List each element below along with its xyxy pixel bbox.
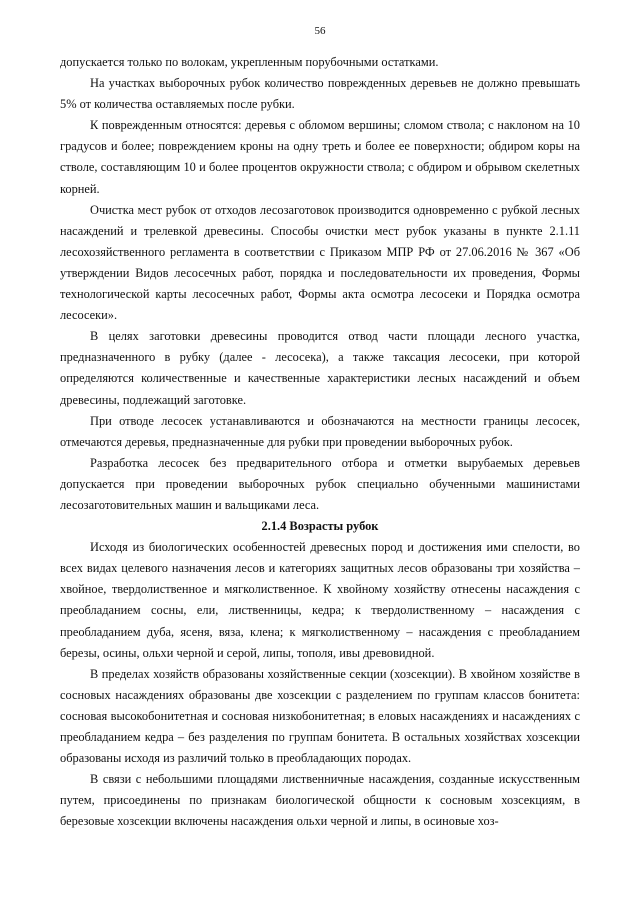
paragraph-boundaries: При отводе лесосек устанавливаются и обозначаются на местности границы лесосек, отмечаются деревья, предназначенные для рубки при проведении выборочных рубок.	[60, 413, 580, 449]
paragraph-larch: В связи с небольшими площадями лиственничные насаждения, созданные искусственным путем, присоединены по признакам биологической общности к сосновым хозсекциям, в березовые хозсекции включены насаждения ольхи черной и липы, в осиновые хоз-	[60, 772, 580, 829]
paragraph-development: Разработка лесосек без предварительного отбора и отметки вырубаемых деревьев допускается при проведении выборочных рубок специально обученными машинистами лесозаготовительных машин и вальщиками леса.	[60, 455, 580, 512]
paragraph-site-cleaning: Очистка мест рубок от отходов лесозаготовок производится одновременно с рубкой лесных насаждений и трелевкой древесины. Способы очистки мест рубок указаны в пункте 2.1.11 лесохозяйственного регламента в соответствии с Приказом МПР РФ от 27.06.2016 № 367 «Об утверждении Видов лесосечных работ, порядка и последовательности их проведения, Формы технологической карты лесосечных работ, Формы акта осмотра лесосеки и Порядка осмотра лесосеки».	[60, 202, 580, 323]
paragraph-allotment: В целях заготовки древесины проводится отвод части площади лесного участка, предназначенного в рубку (далее - лесосека), а также таксация лесосеки, при которой определяются количественные и качественные характеристики лесных насаждений и объем древесины, подлежащий заготовке.	[60, 329, 580, 407]
page-number: 56	[314, 25, 326, 37]
paragraph-damaged-definition: К поврежденным относятся: деревья с обломом вершины; сломом ствола; с наклоном на 10 градусов и более; повреждением кроны на одну треть и более ее поверхности; обдиром коры на стволе, составляющим 10 и более процентов окружности ствола; с обдиром и обрывом скелетных корней.	[60, 118, 580, 196]
section-heading: 2.1.4 Возрасты рубок	[261, 519, 379, 534]
paragraph-damaged-trees-limit: На участках выборочных рубок количество поврежденных деревьев не должно превышать 5% от количества оставляемых после рубки.	[60, 76, 580, 112]
document-page	[60, 24, 580, 832]
paragraph-sections: В пределах хозяйств образованы хозяйственные секции (хозсекции). В хвойном хозяйстве в сосновых насаждениях образованы две хозсекции с разделением по группам классов бонитета: сосновая высокобонитетная и сосновая низкобонитетная; в еловых насаждениях и насаждениях с преобладанием кедра – без разделения по группам бонитета. В остальных хозяйствах хозсекции образованы исходя из различий только в преобладающих породах.	[60, 666, 580, 766]
paragraph-continuation: допускается только по волокам, укрепленным порубочными остатками.	[60, 55, 439, 69]
paragraph-three-farms: Исходя из биологических особенностей древесных пород и достижения ими спелости, во всех видах целевого назначения лесов и категориях защитных лесов образованы три хозяйства – хвойное, твердолиственное и мягколиственное. К хвойному хозяйству отнесены насаждения с преобладанием сосны, ели, лиственницы, кедра; к твердолиственному – насаждения с преобладанием дуба, ясеня, вяза, клена; к мягколиственному – насаждения с преобладанием березы, осины, ольхи черной и серой, липы, тополя, ивы древовидной.	[60, 540, 580, 660]
